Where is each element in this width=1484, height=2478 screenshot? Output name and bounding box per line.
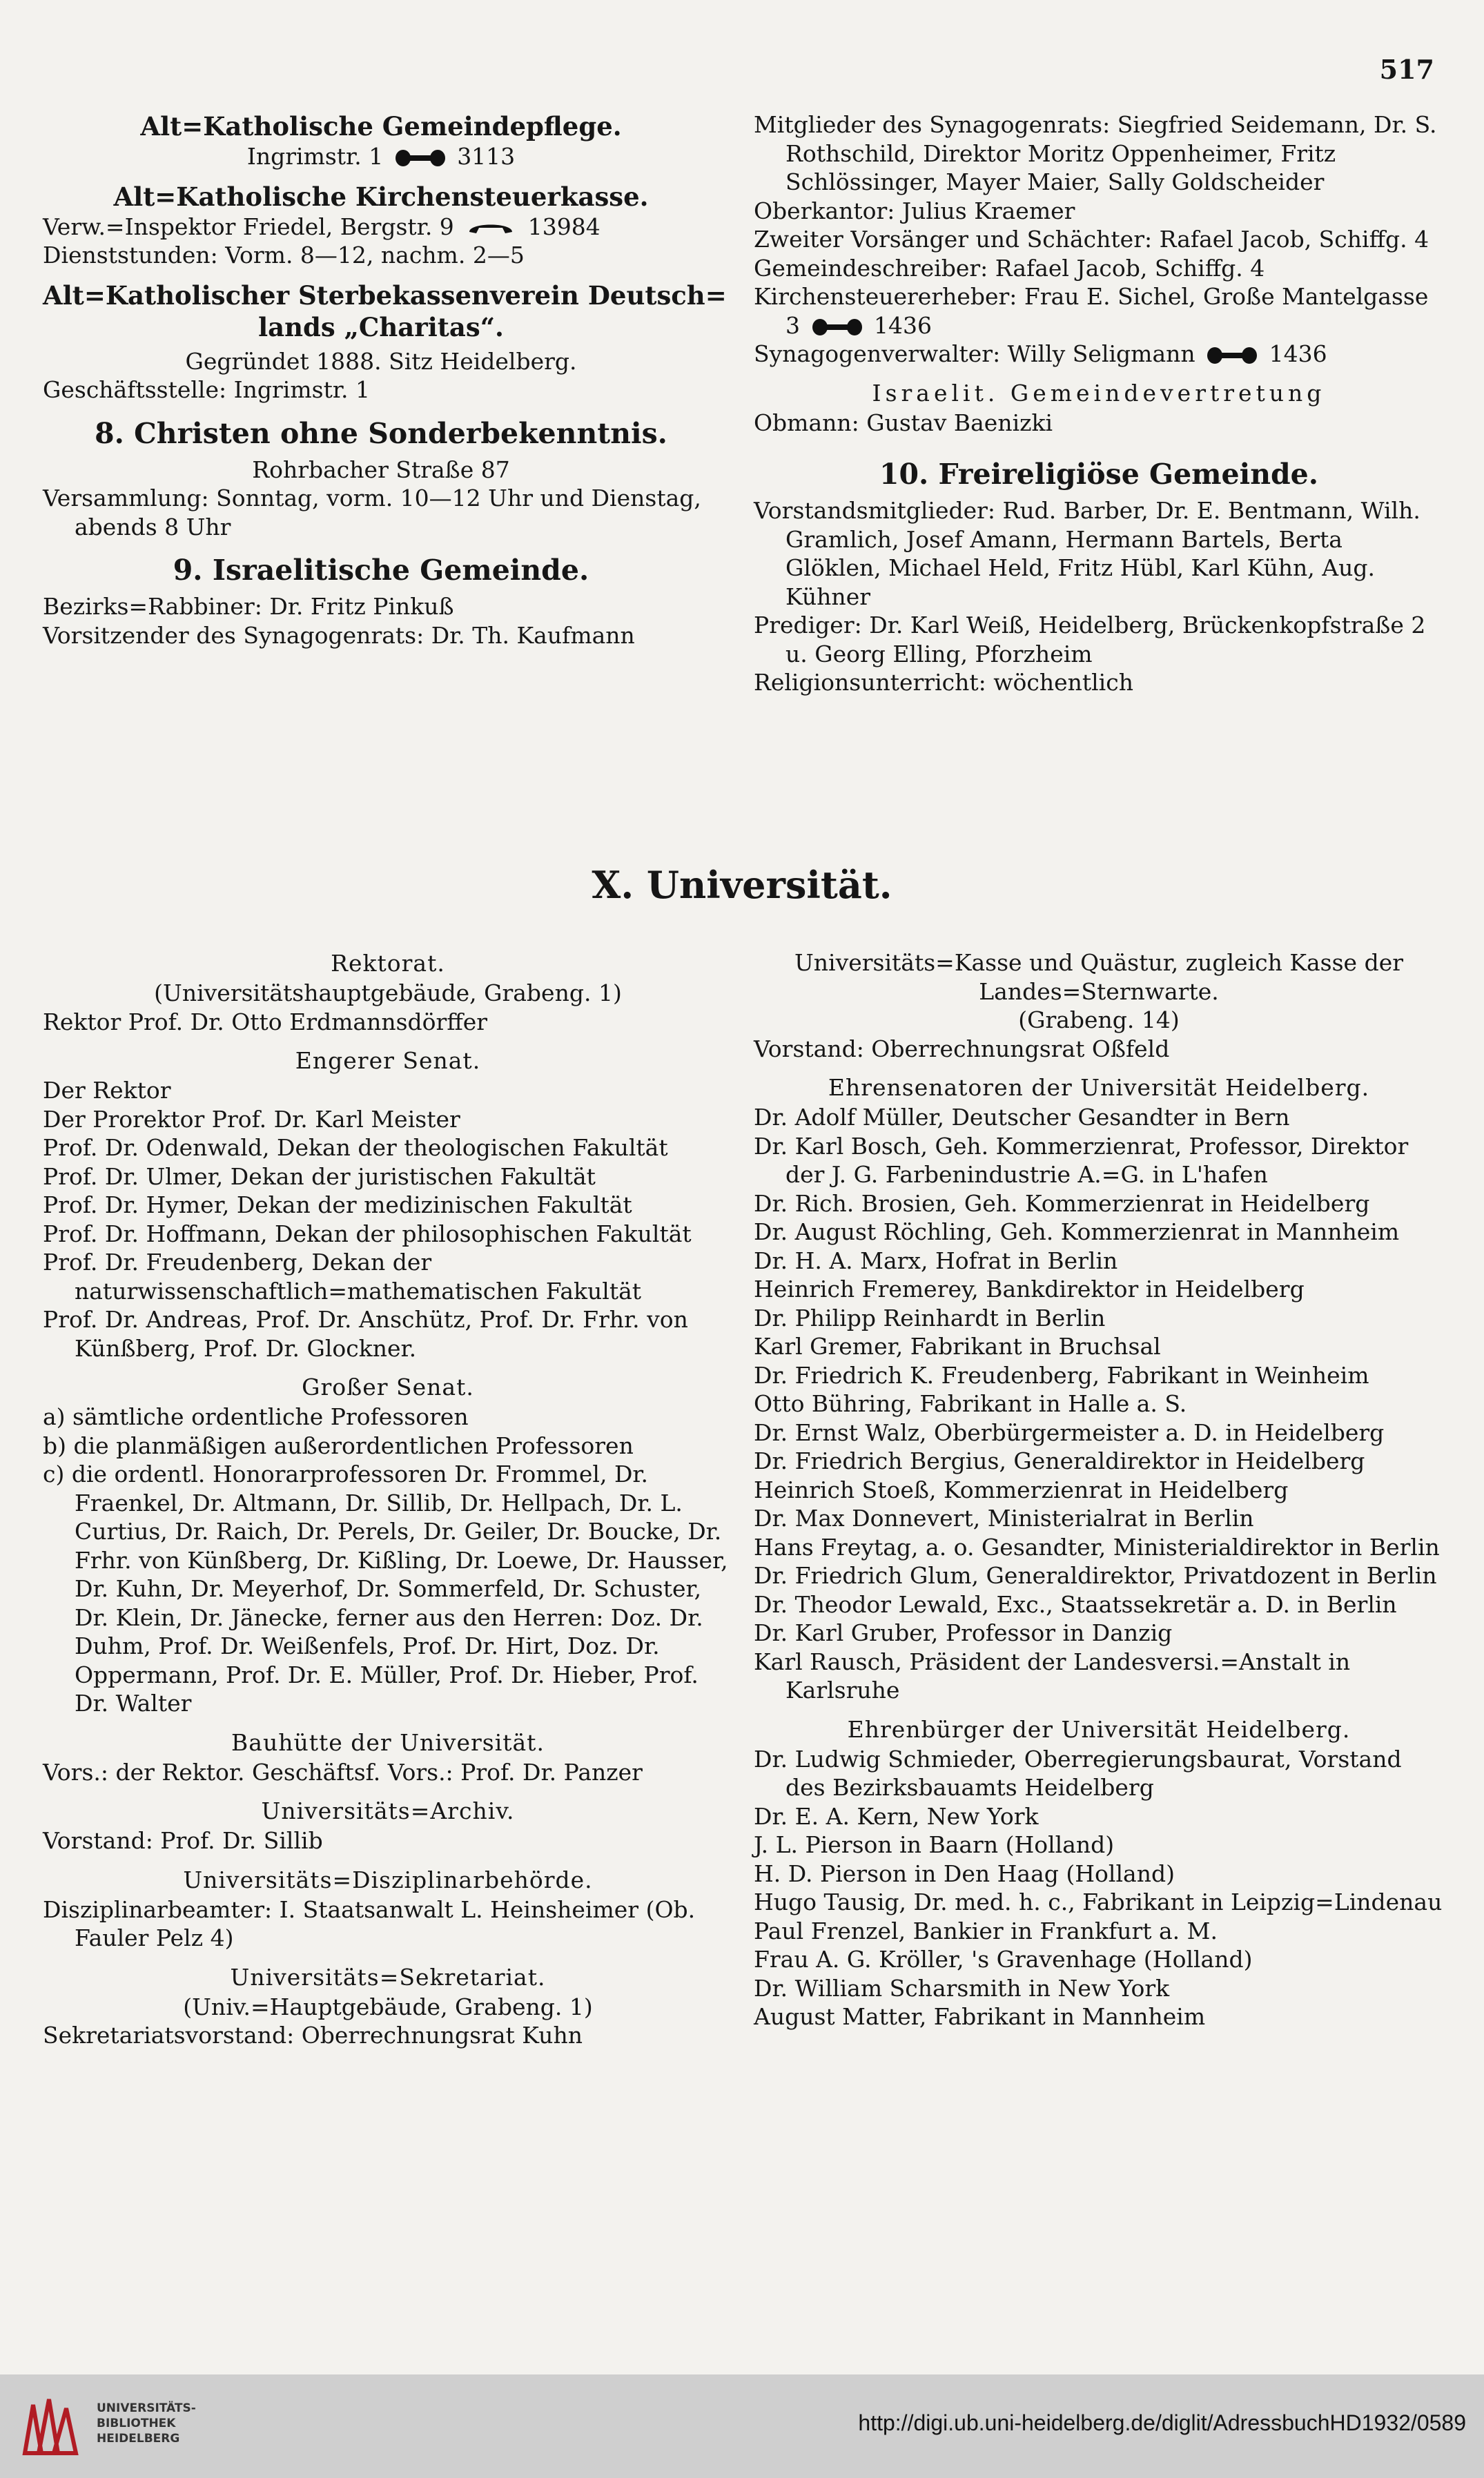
list-item: August Matter, Fabrikant in Mannheim [754,2003,1206,2030]
library-logo-icon[interactable] [18,2391,87,2460]
vorstandsmitglieder-line: Vorstandsmitglieder: Rud. Barber, Dr. E. Bentmann, Wilh. Gramlich, Josef Amann, Hermann Bartels, Berta Glöklen, Michael Held, Fritz Hübl, Karl Kühn, Aug. Kühner [754,497,1420,610]
heading-archiv: Universitäts=Archiv. [261,1797,515,1824]
obmann-line: Obmann: Gustav Baenizki [754,409,1053,436]
kasse-address: (Grabeng. 14) [1018,1006,1180,1033]
list-item: Hugo Tausig, Dr. med. h. c., Fabrikant in Leipzig=Lindenau [754,1889,1443,1915]
list-item: Dr. Karl Bosch, Geh. Kommerzienrat, Professor, Direktor der J. G. Farbenindustrie A.=G. in L'hafen [754,1132,1409,1188]
heading-christen: 8. Christen ohne Sonderbekenntnis. [95,416,667,450]
heading-sterbekasse-line2: lands „Charitas“. [258,311,504,342]
heading-sterbekasse-line1: Alt=Katholischer Sterbekassenverein Deutsch= [43,280,727,311]
list-item: Dr. William Scharsmith in New York [754,1974,1170,2002]
list-item: Dr. E. A. Kern, New York [754,1802,1039,1830]
ehrensenatoren-list [754,1103,1444,1705]
list-item: Dr. Rich. Brosien, Geh. Kommerzienrat in Heidelberg [754,1189,1370,1217]
list-item: Prof. Dr. Andreas, Prof. Dr. Anschütz, Prof. Dr. Frhr. von Künßberg, Prof. Dr. Glockner. [43,1306,688,1362]
sterbekasse-founded: Gegründet 1888. Sitz Heidelberg. [185,347,577,375]
left-bottom-column [43,939,733,2050]
list-item: Dr. Ernst Walz, Oberbürgermeister a. D. in Heidelberg [754,1418,1385,1446]
heading-grosser-senat: Großer Senat. [302,1374,474,1401]
oberkantor-line: Oberkantor: Julius Kraemer [754,197,1075,224]
heading-ehrenbuerger: Ehrenbürger der Universität Heidelberg. [847,1715,1351,1743]
list-item: Dr. Theodor Lewald, Exc., Staatssekretär a. D. in Berlin [754,1590,1397,1618]
sekretariat-address: (Univ.=Hauptgebäude, Grabeng. 1) [183,1993,593,2020]
telephone-icon [1207,347,1258,364]
list-item: H. D. Pierson in Den Haag (Holland) [754,1860,1175,1887]
list-item: Dr. Karl Gruber, Professor in Danzig [754,1619,1173,1646]
heading-kirchensteuer: Alt=Katholische Kirchensteuerkasse. [113,181,649,212]
ehrenbuerger-list [754,1745,1444,2031]
rektor-line: Rektor Prof. Dr. Otto Erdmannsdörffer [43,1008,488,1035]
list-item: Dr. Adolf Müller, Deutscher Gesandter in Bern [754,1104,1290,1131]
bauhuette-line: Vors.: der Rektor. Geschäftsf. Vors.: Prof. Dr. Panzer [43,1758,643,1786]
heading-ehrensenatoren: Ehrensenatoren der Universität Heidelberg. [828,1074,1370,1101]
heading-gemeindepflege: Alt=Katholische Gemeindepflege. [140,111,622,142]
heading-rektorat: Rektorat. [331,950,445,977]
prediger-line: Prediger: Dr. Karl Weiß, Heidelberg, Brückenkopfstraße 2 u. Georg Elling, Pforzheim [754,612,1426,667]
list-item: Der Prorektor Prof. Dr. Karl Meister [43,1105,460,1133]
christen-meeting: Versammlung: Sonntag, vorm. 10—12 Uhr und Dienstag, abends 8 Uhr [43,485,701,540]
list-item: Prof. Dr. Ulmer, Dekan der juristischen Fakultät [43,1162,596,1190]
list-item: Heinrich Stoeß, Kommerzienrat in Heidelberg [754,1476,1289,1503]
list-item: a) sämtliche ordentliche Professoren [43,1403,469,1430]
list-item: Otto Bühring, Fabrikant in Halle a. S. [754,1390,1187,1417]
synagogenrat-line: Mitglieder des Synagogenrats: Siegfried Seidemann, Dr. S. Rothschild, Direktor Moritz Oppenheimer, Fritz Schlössinger, Mayer Maier, Sally Goldscheider [754,111,1437,195]
list-item: Dr. Friedrich Bergius, Generaldirektor in Heidelberg [754,1447,1365,1474]
heading-kasse-line1: Universitäts=Kasse und Quästur, zugleich Kasse der [794,949,1403,976]
sterbekasse-office: Geschäftsstelle: Ingrimstr. 1 [43,376,370,403]
kasse-vorstand: Vorstand: Oberrechnungsrat Oßfeld [754,1035,1170,1062]
vorsaenger-line: Zweiter Vorsänger und Schächter: Rafael Jacob, Schiffg. 4 [754,226,1429,253]
footer-bar [0,2374,1484,2478]
list-item: J. L. Pierson in Baarn (Holland) [754,1831,1115,1858]
list-item: Karl Gremer, Fabrikant in Bruchsal [754,1333,1161,1360]
list-item: Prof. Dr. Hymer, Dekan der medizinischen Fakultät [43,1191,632,1218]
list-item: Prof. Dr. Hoffmann, Dekan der philosophischen Fakultät [43,1220,692,1247]
source-url-link[interactable]: http://digi.ub.uni-heidelberg.de/diglit/AdressbuchHD1932/0589 [858,2410,1466,2435]
heading-disziplinar: Universitäts=Disziplinarbehörde. [183,1866,593,1893]
disziplinar-line: Disziplinarbeamter: I. Staatsanwalt L. Heinsheimer (Ob. Fauler Pelz 4) [43,1895,696,1951]
sekretariat-line: Sekretariatsvorstand: Oberrechnungsrat Kuhn [43,2022,583,2049]
list-item: Dr. Philipp Reinhardt in Berlin [754,1304,1106,1331]
list-item: Dr. H. A. Marx, Hofrat in Berlin [754,1247,1118,1274]
list-item: b) die planmäßigen außerordentlichen Professoren [43,1432,634,1459]
israel-rabbiner: Bezirks=Rabbiner: Dr. Fritz Pinkuß [43,593,454,620]
right-top-column [754,110,1444,697]
heading-bauhuette: Bauhütte der Universität. [231,1728,545,1756]
gemeindepflege-address: Ingrimstr. 1 3113 [246,143,516,170]
list-item: Dr. Friedrich K. Freudenberg, Fabrikant in Weinheim [754,1361,1369,1389]
list-item: Dr. Ludwig Schmieder, Oberregierungsbaurat, Vorstand des Bezirksbauamts Heidelberg [754,1745,1402,1801]
heading-engerer-senat: Engerer Senat. [295,1047,481,1074]
heading-kasse-line2: Landes=Sternwarte. [979,977,1219,1005]
israel-vorsitzender: Vorsitzender des Synagogenrats: Dr. Th. Kaufmann [43,621,635,649]
heading-sekretariat: Universitäts=Sekretariat. [230,1963,546,1991]
gemeindeschreiber-line: Gemeindeschreiber: Rafael Jacob, Schiffg. 4 [754,254,1265,282]
library-name: UNIVERSITÄTS- BIBLIOTHEK HEIDELBERG [97,2401,196,2446]
list-item: c) die ordentl. Honorarprofessoren Dr. Frommel, Dr. Fraenkel, Dr. Altmann, Dr. Sillib, Dr. Hellpach, Dr. L. Curtius, Dr. Raich, Dr. Perels, Dr. Geiler, Dr. Boucke, Dr. Frhr. von Künßberg, Dr. Kißling, Dr. Loewe, Dr. Hausser, Dr. Kuhn, Dr. Meyerhof, Dr. Sommerfeld, Dr. Schuster, Dr. Klein, Dr. Jänecke, ferner aus den Herren: Doz. Dr. Duhm, Prof. Dr. Weißenfels, Prof. Dr. Hirt, Doz. Dr. Oppermann, Prof. Dr. E. Müller, Prof. Dr. Hieber, Prof. Dr. Walter [43,1461,728,1717]
list-item: Dr. Friedrich Glum, Generaldirektor, Privatdozent in Berlin [754,1562,1437,1589]
heading-freireligioese: 10. Freireligiöse Gemeinde. [879,458,1319,491]
telephone-icon [465,219,516,237]
heading-israelitische-gemeinde: 9. Israelitische Gemeinde. [173,554,589,587]
list-item: Hans Freytag, a. o. Gesandter, Ministerialdirektor in Berlin [754,1533,1440,1561]
kirchensteuer-line2: Dienststunden: Vorm. 8—12, nachm. 2—5 [43,242,525,269]
kirchensteuererheber-line: Kirchensteuererheber: Frau E. Sichel, Große Mantelgasse 3 1436 [754,283,1429,339]
left-top-column [43,110,727,650]
list-item: Prof. Dr. Freudenberg, Dekan der naturwissenschaftlich=mathematischen Fakultät [43,1249,642,1305]
religionsunterricht-line: Religionsunterricht: wöchentlich [754,669,1133,696]
list-item: Karl Rausch, Präsident der Landesversi.=Anstalt in Karlsruhe [754,1648,1351,1704]
christen-address: Rohrbacher Straße 87 [252,456,510,483]
telephone-icon [395,149,446,167]
synagogenverwalter-line: Synagogenverwalter: Willy Seligmann 1436 [754,340,1327,367]
rektorat-address: (Universitätshauptgebäude, Grabeng. 1) [154,979,622,1006]
list-item: Prof. Dr. Odenwald, Dekan der theologischen Fakultät [43,1134,668,1161]
heading-gemeindevertretung: Israelit. Gemeindevertretung [872,379,1326,407]
telephone-icon [812,318,863,336]
list-item: Paul Frenzel, Bankier in Frankfurt a. M. [754,1917,1218,1944]
list-item: Dr. August Röchling, Geh. Kommerzienrat in Mannheim [754,1218,1400,1245]
right-bottom-column [754,939,1444,2031]
list-item: Heinrich Fremerey, Bankdirektor in Heidelberg [754,1276,1305,1303]
archiv-line: Vorstand: Prof. Dr. Sillib [43,1827,323,1854]
section-title-universitaet: X. Universität. [592,863,892,907]
list-item: Der Rektor [43,1077,171,1104]
kirchensteuer-line1: Verw.=Inspektor Friedel, Bergstr. 9 13984 [43,213,601,240]
list-item: Frau A. G. Kröller, 's Gravenhage (Holland) [754,1946,1253,1973]
page-number: 517 [1379,54,1434,85]
list-item: Dr. Max Donnevert, Ministerialrat in Berlin [754,1505,1254,1532]
